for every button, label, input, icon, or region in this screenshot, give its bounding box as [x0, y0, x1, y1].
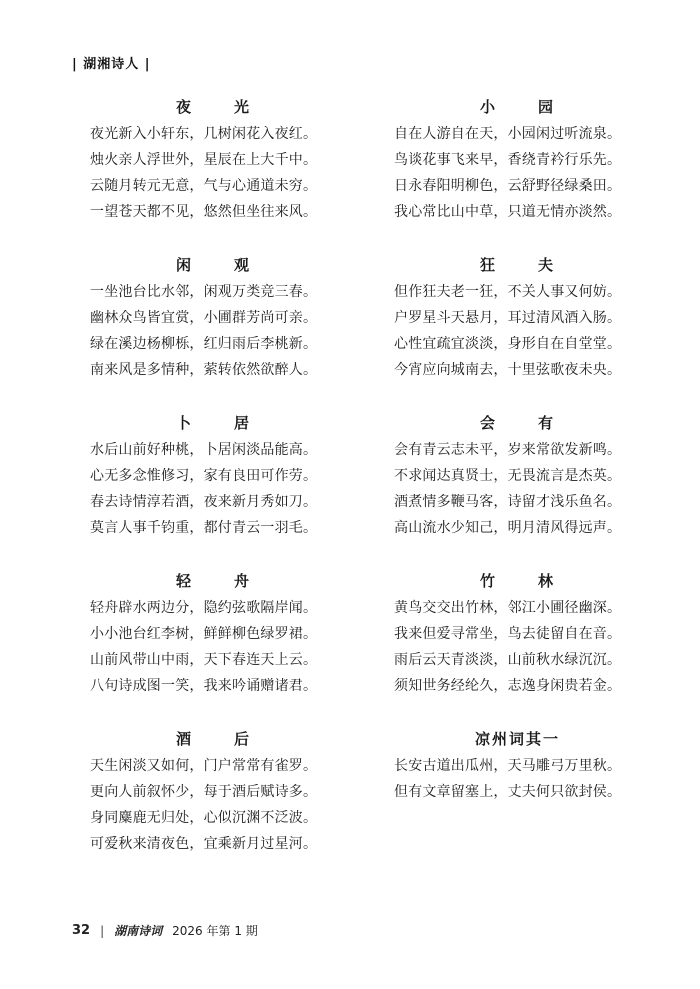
poem-line: 长安古道出瓜州，天马雕弓万里秋。	[394, 758, 622, 774]
poem-line: 酒煮情多鞭马客，诗留才浅乐鱼名。	[394, 494, 622, 510]
poem-line: 轻舟辟水两边分，隐约弦歌隔岸闻。	[90, 600, 318, 616]
magazine-logo: 湖南诗词	[114, 924, 163, 938]
issue-label: 2026 年第 1 期	[172, 924, 258, 938]
poem-line: 须知世务经纶久，志逸身闲贵若金。	[394, 678, 622, 694]
poem-line: 云随月转元无意，气与心通道未穷。	[90, 178, 318, 194]
poem-line: 山前风带山中雨，天下春连天上云。	[90, 652, 318, 668]
poem-line: 我心常比山中草，只道无情亦淡然。	[394, 204, 622, 220]
page-number: 32	[72, 923, 91, 938]
poem-line: 身同麋鹿无归处，心似沉渊不泛波。	[90, 810, 318, 826]
right-column	[394, 96, 639, 834]
poem-line: 日永春阳明柳色，云舒野径绿桑田。	[394, 178, 622, 194]
poem	[90, 96, 335, 225]
poem	[90, 728, 335, 857]
poem-line: 户罗星斗天悬月，耳过清风酒入肠。	[394, 310, 622, 326]
poem-line: 八句诗成图一笑，我来吟诵赠诸君。	[90, 678, 318, 694]
poem-line: 会有青云志未平，岁来常欲发新鸣。	[394, 442, 622, 458]
poem-line: 小小池台红李树，鲜鲜柳色绿罗裙。	[90, 626, 318, 642]
poem	[394, 728, 639, 805]
poem-title: 夜 光	[175, 98, 263, 116]
poem-line: 绿在溪边杨柳栎，红归雨后李桃新。	[90, 336, 318, 352]
poem-line: 心无多念惟修习，家有良田可作劳。	[90, 468, 318, 484]
poem-line: 一望苍天都不见，悠然但坐往来风。	[90, 204, 318, 220]
poem-line: 莫言人事千钧重，都付青云一羽毛。	[90, 520, 318, 536]
poem-line: 烛火亲人浮世外，星辰在上大千中。	[90, 152, 318, 168]
poem-line: 可爱秋来清夜色，宜乘新月过星河。	[90, 836, 318, 852]
poem	[90, 254, 335, 383]
left-column	[90, 96, 335, 886]
poem-title: 酒 后	[175, 730, 263, 748]
poem-title: 卜 居	[175, 414, 263, 432]
poem-line: 幽林众鸟皆宜赏，小圃群芳尚可亲。	[90, 310, 318, 326]
poem	[394, 96, 639, 225]
poem	[90, 412, 335, 541]
poem-line: 心性宜疏宜淡淡，身形自在自堂堂。	[394, 336, 622, 352]
poem-line: 春去诗情淳若酒，夜来新月秀如刀。	[90, 494, 318, 510]
poem-line: 夜光新入小轩东，几树闲花入夜红。	[90, 126, 318, 142]
poem-title: 闲 观	[175, 256, 263, 274]
poem-title: 会 有	[479, 414, 567, 432]
poem	[394, 254, 639, 383]
poem-line: 水后山前好种桃，卜居闲淡品能高。	[90, 442, 318, 458]
poem-line: 自在人游自在天，小园闲过听流泉。	[394, 126, 622, 142]
poem-title: 小 园	[479, 98, 567, 116]
poem-line: 今宵应向城南去，十里弦歌夜未央。	[394, 362, 622, 378]
poem	[394, 412, 639, 541]
poem-line: 不求闻达真贤士，无畏流言是杰英。	[394, 468, 622, 484]
poem	[90, 570, 335, 699]
poem-line: 我来但爱寻常坐，鸟去徒留自在音。	[394, 626, 622, 642]
poem-title: 狂 夫	[479, 256, 567, 274]
poem-title: 竹 林	[479, 572, 567, 590]
poem-line: 黄鸟交交出竹林，邻江小圃径幽深。	[394, 600, 622, 616]
poem-title: 凉州词其一	[474, 730, 560, 748]
poem-line: 鸟谈花事飞来早，香绕青衿行乐先。	[394, 152, 622, 168]
poem-title: 轻 舟	[175, 572, 263, 590]
poem-line: 南来风是多情种，萦转依然欲醉人。	[90, 362, 318, 378]
poem-line: 雨后云天青淡淡，山前秋水绿沉沉。	[394, 652, 622, 668]
poem	[394, 570, 639, 699]
poem-line: 一坐池台比水邻，闲观万类竞三春。	[90, 284, 318, 300]
poem-line: 但作狂夫老一狂，不关人事又何妨。	[394, 284, 622, 300]
page-footer	[72, 922, 258, 939]
poem-line: 天生闲淡又如何，门户常常有雀罗。	[90, 758, 318, 774]
section-header: | 湖湘诗人 |	[72, 57, 151, 72]
poem-line: 更向人前叙怀少，每于酒后赋诗多。	[90, 784, 318, 800]
poem-line: 高山流水少知己，明月清风得远声。	[394, 520, 622, 536]
footer-separator: |	[100, 923, 105, 938]
poem-line: 但有文章留塞上，丈夫何只欲封侯。	[394, 784, 622, 800]
